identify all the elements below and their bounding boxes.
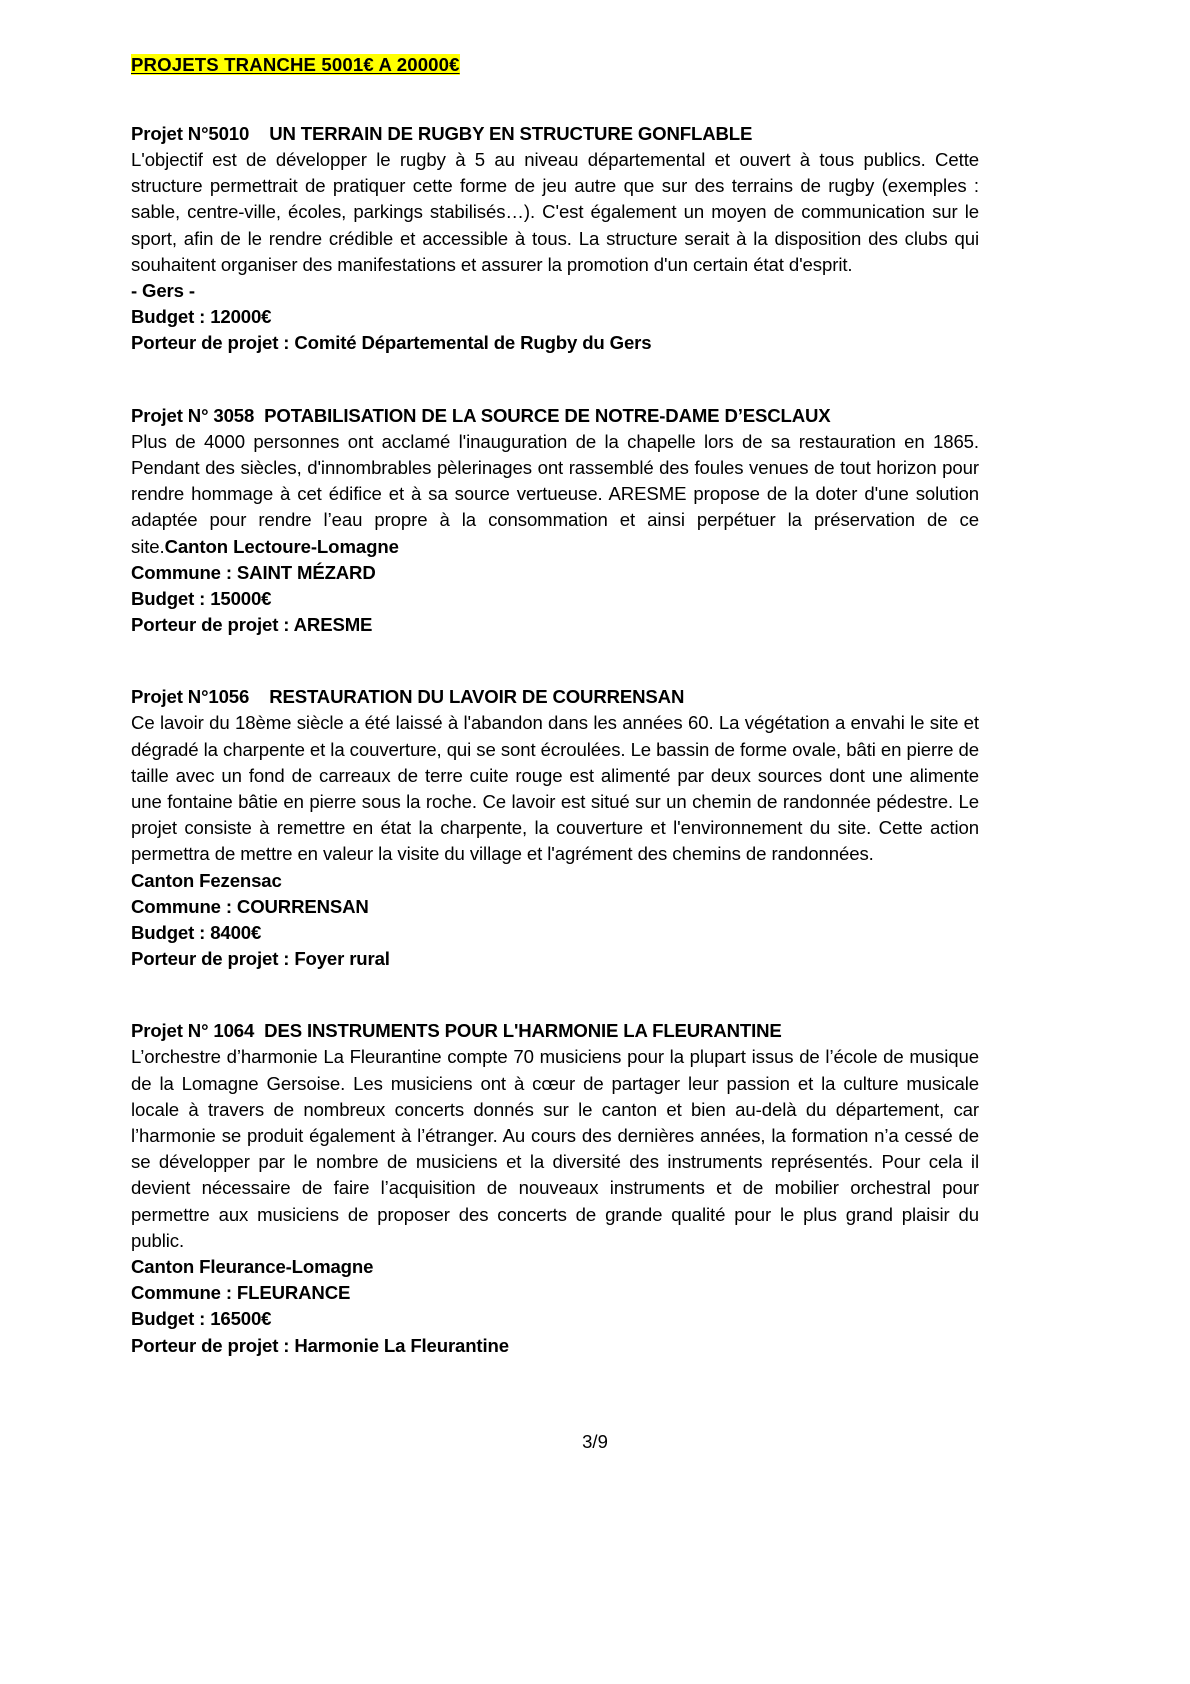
project-budget: Budget : 8400€ <box>131 921 262 943</box>
project-porteur: Porteur de projet : Comité Départemental de Rugby du Gers <box>131 332 652 354</box>
project-description <box>131 1044 979 1254</box>
project-canton-inline: Canton Lectoure-Lomagne <box>164 535 399 557</box>
project-description-text: L’orchestre d’harmonie La Fleurantine compte 70 musiciens pour la plupart issus de l’école de musique de la Lomagne Gersoise. Les musiciens ont à cœur de partager leur passion et la culture musicale locale à travers de nombreux concerts donnés sur le canton et bien au-delà du département, car l’harmonie se produit également à l’étranger. Au cours des dernières années, la formation n’a cessé de se développer par le nombre de musiciens et la diversité des instruments représentés. Pour cela il devient nécessaire de faire l’acquisition de nouveaux instruments et de mobilier orchestral pour permettre aux musiciens de proposer des concerts de grande qualité pour le plus grand plaisir du public. <box>131 1046 979 1251</box>
project-canton: Canton Fleurance-Lomagne <box>131 1256 374 1278</box>
project-commune: Commune : SAINT MÉZARD <box>131 561 376 583</box>
project-block <box>131 403 979 639</box>
project-description-text: L'objectif est de développer le rugby à 5 au niveau départemental et ouvert à tous publics. Cette structure permettrait de pratiquer cette forme de jeu autre que sur des terrains de rugby (exemples : sable, centre-ville, écoles, parkings stabilisés…). C'est également un moyen de communication sur le sport, afin de le rendre crédible et accessible à tous. La structure serait à la disposition des clubs qui souhaitent organiser des manifestations et assurer la promotion d'un certain état d'esprit. <box>131 149 979 275</box>
project-budget: Budget : 12000€ <box>131 306 272 328</box>
page-footer <box>0 1431 1190 1453</box>
project-description <box>131 147 979 278</box>
project-description <box>131 429 979 560</box>
project-meta-line: - Gers - <box>131 280 195 302</box>
project-porteur: Porteur de projet : Foyer rural <box>131 948 390 970</box>
page-number: 3/9 <box>582 1431 608 1452</box>
project-porteur: Porteur de projet : Harmonie La Fleurantine <box>131 1334 509 1356</box>
project-commune: Commune : FLEURANCE <box>131 1282 351 1304</box>
project-block <box>131 684 979 972</box>
page-title: PROJETS TRANCHE 5001€ A 20000€ <box>131 54 460 75</box>
project-heading: Projet N°1056 RESTAURATION DU LAVOIR DE COURRENSAN <box>131 686 685 708</box>
project-block <box>131 1018 979 1358</box>
project-commune: Commune : COURRENSAN <box>131 895 369 917</box>
project-budget: Budget : 15000€ <box>131 587 272 609</box>
document-content <box>131 56 979 1359</box>
project-canton: Canton Fezensac <box>131 869 282 891</box>
project-budget: Budget : 16500€ <box>131 1308 272 1330</box>
project-porteur: Porteur de projet : ARESME <box>131 614 373 636</box>
project-description <box>131 710 979 867</box>
project-heading: Projet N° 3058 POTABILISATION DE LA SOURCE DE NOTRE-DAME D’ESCLAUX <box>131 404 831 426</box>
project-block <box>131 121 979 357</box>
project-heading: Projet N°5010 UN TERRAIN DE RUGBY EN STRUCTURE GONFLABLE <box>131 123 753 144</box>
project-description-text: Plus de 4000 personnes ont acclamé l'inauguration de la chapelle lors de sa restauration en 1865. Pendant des siècles, d'innombrables pèlerinages ont rassemblé des foules venues de tout horizon pour rendre hommage à cet édifice et à sa source vertueuse. ARESME propose de la doter d'une solution adaptée pour rendre l’eau propre à la consommation et ainsi perpétuer la préservation de ce site. <box>131 430 979 557</box>
document-title-row <box>131 56 979 75</box>
project-description-text: Ce lavoir du 18ème siècle a été laissé à l'abandon dans les années 60. La végétation a envahi le site et dégradé la charpente et la couverture, qui se sont écroulées. Le bassin de forme ovale, bâti en pierre de taille avec un fond de carreaux de terre cuite rouge est alimenté par deux sources dont une alimente une fontaine bâtie en pierre sous la roche. Ce lavoir est situé sur un chemin de randonnée pédestre. Le projet consiste à remettre en état la charpente, la couverture et l'environnement du site. Cette action permettra de mettre en valeur la visite du village et l'agrément des chemins de randonnées. <box>131 712 979 865</box>
project-heading: Projet N° 1064 DES INSTRUMENTS POUR L'HARMONIE LA FLEURANTINE <box>131 1020 782 1042</box>
